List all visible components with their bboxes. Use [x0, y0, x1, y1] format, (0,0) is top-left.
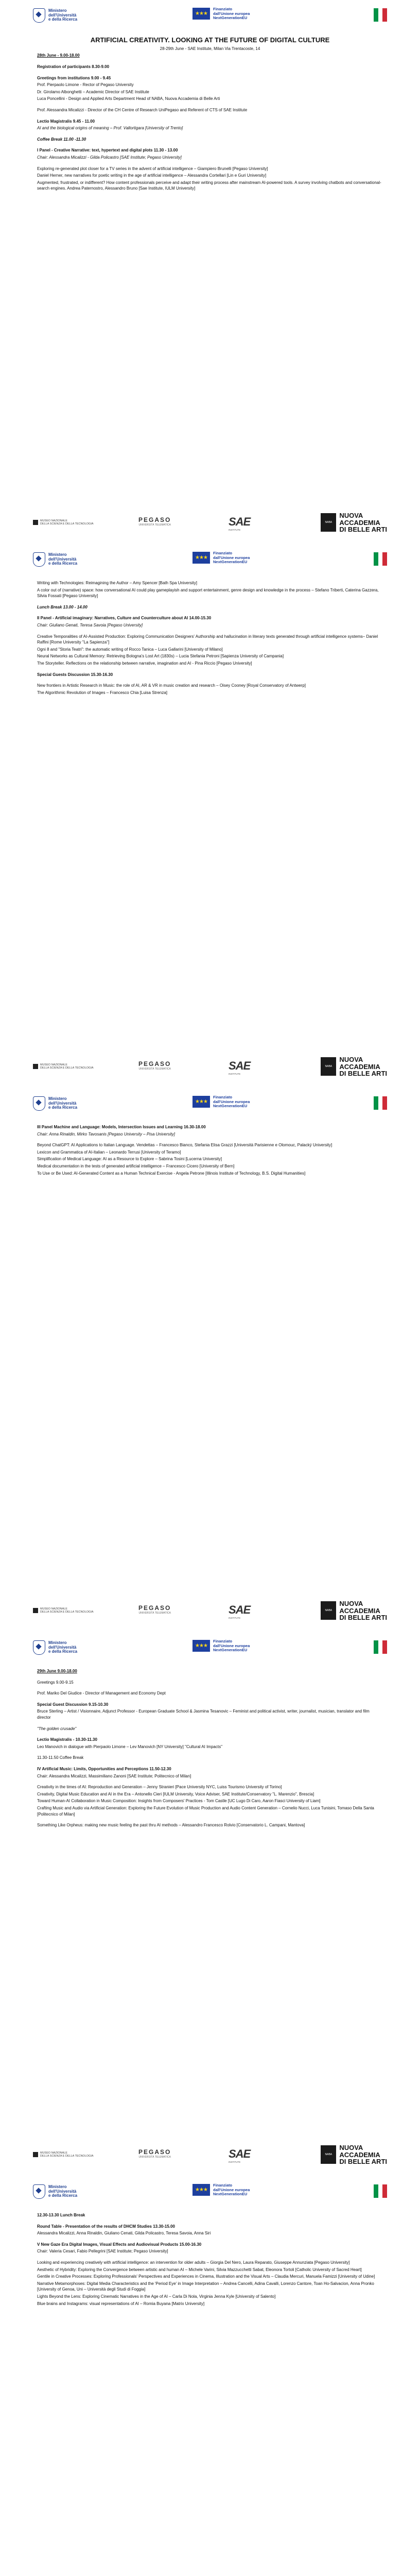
special-guest-2-text: Bruce Sterling – Artist / Visionnaire, Adjunct Professor - European Graduate School & Jasmina Tesanovic – Feminist and political activist, writer, journalist, musician, translator and film director [37, 1709, 370, 1720]
eu-line-1: Finanziato [213, 2183, 233, 2188]
greetings-heading: Greetings from institutions 9.00 - 9.45 [37, 75, 111, 80]
talk-item: Creativity in the times of AI: Reproduction and Generation – Jenny Stranieri [Pace University NYC, Luiss Tourismo University of Torino] [37, 1785, 282, 1790]
day-1-heading: 28th June - 9.00-18.00 [37, 53, 80, 58]
page-header [33, 2183, 387, 2202]
talk-item: Toward Human-AI Collaboration in Music Composition: Insights from Composers' Practices - Tom Castle [UC Lugo Di Caro, Aaron Fiasci University of Liam] [37, 1799, 321, 1804]
panel-1-heading: I Panel - Creative Narrative: text, hypertext and digital plots 11.30 - 13.00 [37, 148, 178, 153]
talk-item: Ogni 8 and "Storia Teatri": the automatic writing of Rocco Tanica – Luca Gallarini [University of Milano] [37, 647, 223, 652]
museum-line-1: MUSEO NAZIONALE [40, 1063, 67, 1066]
pegaso-name: PEGASO [138, 2148, 171, 2156]
eu-line-2: dall'Unione europea [213, 2187, 250, 2192]
talk-item: Daniel Herner, new narratives for poetic writing in the age of artificial intelligence – Alessandra Cortellari [Lin e Guri University] [37, 173, 267, 178]
page-3 [0, 1088, 420, 1632]
page-4-content [37, 1668, 383, 1829]
republic-emblem-icon [33, 8, 45, 23]
ministry-line-2: dell'Università [48, 12, 77, 18]
talk-item: Neural Networks as Cultural Memory: Retrieving Bologna's Lost Art (1830s) – Lucia Stefania Petroni [Sapienza University of Campania] [37, 654, 284, 659]
registration: Registration of participants 8.30-9.00 [37, 64, 110, 70]
sae-logo [229, 515, 250, 531]
coffee-break-2: 11.30-11.50 Coffee Break [37, 1755, 84, 1760]
lectio-2-heading: Lectio Magistralis - 10.30-11.30 [37, 1737, 97, 1742]
greeting-item: Prof. Alessandra Micalizzi - Director of the CH Centre of Research UniPegaso and Referent of CTS of SAE Institute [37, 108, 248, 113]
sae-name: SAE [229, 2147, 251, 2160]
talk-item: Simplification of Medical Language: AI as a Resource to Explore – Sabrina Tosini [Lucerna University] [37, 1157, 222, 1162]
panel-3-chair: Chair: Anna Rinaldin, Mirko Tavosanis [Pegaso University – Pisa University] [37, 1131, 175, 1137]
sae-logo [229, 2147, 250, 2163]
page-footer [33, 1598, 387, 1621]
page-2-content [37, 580, 383, 697]
museum-line-1: MUSEO NAZIONALE [40, 2151, 67, 2155]
eu-line-2: dall'Unione europea [213, 1099, 250, 1104]
special-guest-2-heading: Special Guest Discussion 9.15-10.30 [37, 1702, 109, 1707]
naba-logo [321, 2144, 387, 2165]
ministry-line-3: e della Ricerca [48, 561, 78, 566]
naba-line-1: NUOVA [339, 1600, 363, 1607]
greeting-item: Prof. Mariko Del Giudice - Director of Management and Economy Dept [37, 1691, 166, 1696]
lectio-2-text: Leo Manovich in dialogue with Pierpaolo Limone – Lev Manovich [NY University] "Cultural AI Impacts" [37, 1744, 222, 1749]
museum-line-1: MUSEO NAZIONALE [40, 1607, 67, 1611]
coffee-break-1: Coffee Break 11.00 -11.30 [37, 137, 86, 142]
sae-tag: INSTITUTE [229, 2161, 241, 2163]
talk-item: Aesthetic of Hybridity: Exploring the Convergence between artistic and human AI – Michele Varini, Silvia Mazzucchetti Sabat, Eleonora Tortoli [Catholic University of Sacred Heart] [37, 2267, 362, 2272]
italian-flag-icon [374, 1640, 387, 1654]
ministry-logo [33, 2184, 77, 2199]
talk-item: New frontiers in Artistic Research in Music: the role of AI, AR & VR in music creation and research – Oisey Cooney [Royal Conservatory of Antwerp] [37, 683, 306, 688]
naba-line-2: ACCADEMIA [339, 1062, 380, 1071]
page-1-content [37, 36, 383, 193]
museum-logo [33, 2151, 94, 2158]
eu-line-3: NextGenerationEU [213, 2192, 248, 2197]
museum-line-2: DELLA SCIENZA E DELLA TECNOLOGIA [40, 522, 94, 526]
eu-flag-icon: ★★★ [192, 552, 210, 564]
italian-flag-icon [374, 2184, 387, 2198]
ministry-line-2: dell'Università [48, 1100, 77, 1106]
ministry-line-2: dell'Università [48, 1645, 77, 1650]
naba-box: NABA [321, 1057, 336, 1076]
panel-2-heading: II Panel - Artificial imaginary: Narratives, Culture and Counterculture about AI 14.00-15.30 [37, 616, 212, 621]
special-guests-1-heading: Special Guests Discussion 15.30-16.30 [37, 672, 113, 677]
eu-logo [192, 551, 250, 565]
talk-item: Writing with Technologies: Reimagining the Author – Amy Spencer [Bath Spa University] [37, 581, 197, 585]
page-header [33, 551, 387, 570]
naba-line-3: DI BELLE ARTI [339, 1614, 387, 1622]
naba-logo [321, 1056, 387, 1077]
naba-line-3: DI BELLE ARTI [339, 1070, 387, 1078]
panel-5-heading: V New Gaze Era Digital Images, Visual Effects and Audiovisual Products 15.00-16.30 [37, 2242, 202, 2247]
eu-line-2: dall'Unione europea [213, 555, 250, 560]
eu-line-1: Finanziato [213, 1095, 233, 1099]
ministry-logo [33, 1640, 77, 1655]
page-header [33, 7, 387, 26]
page-footer [33, 2142, 387, 2165]
eu-line-3: NextGenerationEU [213, 1104, 248, 1109]
sae-name: SAE [229, 1603, 251, 1616]
page-5 [0, 2176, 420, 2576]
pegaso-tag: UNIVERSITÀ TELEMATICA [138, 523, 171, 527]
ministry-line-3: e della Ricerca [48, 17, 78, 22]
museum-logo [33, 519, 94, 526]
italian-flag-icon [374, 1096, 387, 1110]
naba-line-3: DI BELLE ARTI [339, 526, 387, 534]
talk-item: Narrative Metamorphoses: Digital Media Characteristics and the 'Period Eye' in Image Interpretation – Andrea Cancelli, Adina Cavalli, Lorenzo Cantore, Toan Ho-Salvacion, Anna Pronko [University of Genoa, Uni – Università degli Studi di Foggia] [37, 2281, 374, 2292]
eu-flag-icon: ★★★ [192, 8, 210, 20]
lunch-break-1: Lunch Break 13.00 - 14.00 [37, 604, 87, 609]
eu-line-2: dall'Unione europea [213, 1643, 250, 1648]
eu-logo [192, 1095, 250, 1109]
eu-logo [192, 1639, 250, 1653]
eu-line-3: NextGenerationEU [213, 1648, 248, 1653]
page-4 [0, 1632, 420, 2176]
lectio-1-text: AI and the biological origins of meaning – Prof. Vallortigara [University of Trento] [37, 126, 183, 131]
ministry-line-1: Ministero [48, 8, 67, 13]
greeting-item: Dr. Girolamo Albonghetti – Academic Director of SAE Institute [37, 89, 149, 94]
sae-tag: INSTITUTE [229, 529, 241, 531]
republic-emblem-icon [33, 2184, 45, 2199]
document-title: ARTIFICIAL CREATIVITY. LOOKING AT THE FUTURE OF DIGITAL CULTURE [90, 36, 330, 44]
republic-emblem-icon [33, 1096, 45, 1111]
naba-logo [321, 512, 387, 533]
eu-line-1: Finanziato [213, 551, 233, 555]
naba-logo [321, 1600, 387, 1621]
page-5-content [37, 2212, 383, 2308]
italian-flag-icon [374, 552, 387, 566]
museum-line-2: DELLA SCIENZA E DELLA TECNOLOGIA [40, 1611, 94, 1614]
talk-item: Beyond ChatGPT: AI Applications to Italian Language. Vendettas – Francesco Bianco, Stefania Elisa Grazzi [Università Parisienne e Olomouc, Palacký University] [37, 1143, 332, 1148]
naba-line-1: NUOVA [339, 2144, 363, 2151]
page-2 [0, 544, 420, 1088]
pegaso-logo [138, 1060, 171, 1071]
pegaso-name: PEGASO [138, 1060, 171, 1067]
panel-1-chair: Chair: Alessandra Micalizzi - Gilda Policastro [SAE Institute; Pegaso University] [37, 155, 182, 160]
eu-flag-icon: ★★★ [192, 1096, 210, 1108]
talk-item: The Storyteller. Reflections on the relationship between narrative, imagination and AI - Pina Riccio [Pegaso University] [37, 660, 252, 666]
eu-line-1: Finanziato [213, 7, 233, 11]
panel-4-chair: Chair: Alessandra Micalizzi, Massimiliano Zanoni [SAE Institute; Politecnico of Milan] [37, 1773, 191, 1778]
museum-line-2: DELLA SCIENZA E DELLA TECNOLOGIA [40, 2155, 94, 2158]
naba-line-2: ACCADEMIA [339, 518, 380, 527]
naba-line-2: ACCADEMIA [339, 2150, 380, 2159]
naba-line-2: ACCADEMIA [339, 1606, 380, 1615]
naba-line-1: NUOVA [339, 1056, 363, 1063]
ministry-line-1: Ministero [48, 552, 67, 557]
republic-emblem-icon [33, 1640, 45, 1655]
sae-name: SAE [229, 1059, 251, 1072]
ministry-line-3: e della Ricerca [48, 2193, 78, 2198]
ministry-line-1: Ministero [48, 1640, 67, 1645]
round-table-heading: Round Table - Presentation of the results of DHCM Studies 13.30-15.00 [37, 2224, 175, 2229]
eu-line-2: dall'Unione europea [213, 11, 250, 16]
ministry-logo [33, 8, 77, 23]
pegaso-logo [138, 516, 171, 527]
talk-item: Lights Beyond the Lens: Exploring Cinematic Narratives in the Age of AI – Carla Di Nola, Virginia Jenna Kyle [University of Salento] [37, 2294, 276, 2299]
talk-item: Creative Temporalities of AI-Assisted Production: Exploring Communication Designers' Authorship and hallucination in literary texts generated through artificial intelligence systems– Daniel Raffini [Rome University "La Sapienza"] [37, 634, 378, 645]
ministry-line-3: e della Ricerca [48, 1649, 78, 1654]
lunch-break-2: 12.30-13.30 Lunch Break [37, 2213, 85, 2217]
panel-2-chair: Chair: Giuliano Genati, Teresa Savoia [Pegaso University] [37, 622, 143, 628]
talk-item: Medical documentation in the tests of generated artificial intelligence – Francesco Cicero [University of Bern] [37, 1163, 235, 1168]
talk-item: Exploring re-generated plot closer for a TV series in the advent of artificial intelligence – Giampiero Brunelli [Pegaso University] [37, 166, 268, 171]
republic-emblem-icon [33, 552, 45, 567]
ministry-logo [33, 552, 77, 567]
panel-4-heading: IV Artificial Music: Limits, Opportunities and Perceptions 11.50-12.30 [37, 1766, 171, 1771]
talk-item: The Algorithmic Revolution of Images – Francesco Chia [Luisa Strenza] [37, 690, 168, 695]
pegaso-tag: UNIVERSITÀ TELEMATICA [138, 1612, 171, 1615]
museum-line-1: MUSEO NAZIONALE [40, 519, 67, 522]
eu-flag-icon: ★★★ [192, 2184, 210, 2196]
ministry-line-3: e della Ricerca [48, 1105, 78, 1110]
page-footer [33, 1054, 387, 1077]
pegaso-logo [138, 2148, 171, 2159]
talk-item: Creativity, Digital Music Education and AI in the Era – Antonello Cieri [IULM University, Voice Adviser, SAE Institute/Conservatory "L. Marenzio", Brescia] [37, 1791, 314, 1797]
talk-item: Lexicon and Grammatica of AI-Italian – Leonardo Terrusi [University of Teramo] [37, 1149, 181, 1155]
document-subtitle: 28-29th June - SAE Institute, Milan Via Trentacoste, 14 [160, 46, 260, 51]
naba-box: NABA [321, 513, 336, 532]
panel-3-heading: III Panel Machine and Language: Models, Intersection Issues and Learning 16.30-18.00 [37, 1125, 206, 1129]
pegaso-name: PEGASO [138, 516, 171, 523]
ministry-line-2: dell'Università [48, 2189, 77, 2194]
pegaso-tag: UNIVERSITÀ TELEMATICA [138, 2156, 171, 2159]
pegaso-logo [138, 1604, 171, 1615]
sae-logo [229, 1059, 250, 1075]
talk-item: Looking and experiencing creatively with artificial intelligence: an intervention for older adults – Giorgia Del Nero, Laura Reparato, Giuseppe Annunziata [Pegaso University] [37, 2260, 350, 2265]
talk-item: To Use or Be Used: AI-Generated Content as a Human Technical Exercise - Angela Petrone [Illinois Institute of Technology, B.S. Digital Humanities] [37, 1171, 306, 1176]
naba-box: NABA [321, 2145, 336, 2164]
talk-item: Crafting Music and Audio via Artificial Generation: Exploring the Future Evolution of Music Production and Audio Content Generation – Cornelio Nucci, Luca Tunisini, Tomaso Della Santa [Politecnico of Milan] [37, 1805, 374, 1817]
naba-line-3: DI BELLE ARTI [339, 2158, 387, 2166]
pegaso-name: PEGASO [138, 1604, 171, 1612]
page-3-content [37, 1124, 383, 1177]
talk-item: Blue brains and Instagrams: visual representations of AI – Romia Buyana [Matrix University] [37, 2301, 205, 2306]
eu-logo [192, 7, 250, 21]
eu-line-3: NextGenerationEU [213, 560, 248, 565]
greeting-item: Luca Poncellini - Design and Applied Arts Department Head of NABA, Nuova Accademia di Belle Arti [37, 96, 220, 101]
sae-tag: INSTITUTE [229, 1617, 241, 1619]
sae-name: SAE [229, 515, 251, 528]
eu-flag-icon: ★★★ [192, 1640, 210, 1652]
talk-item: Gentile in Creative Processes: Exploring Professionals' Perspectives and Experiences in Cinema, Illustration and the Visual Arts – Claudia Mercuri, Manuela Famizzi [University of Udine] [37, 2274, 375, 2279]
special-guest-2-quote: "The golden crusade" [37, 1726, 77, 1731]
ministry-line-2: dell'Università [48, 556, 77, 562]
page-footer [33, 510, 387, 533]
page-header [33, 1639, 387, 1658]
greetings-day-2-heading: Greetings 9.00-9.15 [37, 1680, 74, 1685]
talk-item: Something Like Orpheus: making new music feeling the past thru AI methods – Alessandro Francesco Rolvio [Conservatorio L. Campani, Mantova] [37, 1823, 305, 1828]
round-table-participants: Alessandra Micalizzi, Anna Rinaldin, Giuliano Cenati, Gilda Policastro, Teresa Savoia, Anna Siri [37, 2231, 211, 2236]
eu-logo [192, 2183, 250, 2197]
sae-tag: INSTITUTE [229, 1073, 241, 1075]
day-2-heading: 29th June 9.00-18.00 [37, 1669, 77, 1673]
pegaso-tag: UNIVERSITÀ TELEMATICA [138, 1067, 171, 1071]
ministry-logo [33, 1096, 77, 1111]
page-header [33, 1095, 387, 1114]
eu-line-3: NextGenerationEU [213, 15, 248, 21]
italian-flag-icon [374, 8, 387, 22]
museum-logo [33, 1063, 94, 1070]
museum-line-2: DELLA SCIENZA E DELLA TECNOLOGIA [40, 1066, 94, 1070]
naba-line-1: NUOVA [339, 512, 363, 519]
greeting-item: Prof. Pierpaolo Limone - Rector of Pegaso University [37, 82, 134, 88]
ministry-line-1: Ministero [48, 2184, 67, 2189]
page-1 [0, 0, 420, 544]
eu-line-1: Finanziato [213, 1639, 233, 1643]
lectio-1-heading: Lectio Magistralis 9.45 - 11.00 [37, 118, 95, 124]
talk-item: Augmented, frustrated, or indifferent? How content professionals perceive and adapt their writing process after mainstream AI-powered tools. A survey involving chatbots and conversational-search engines. Andrea Paternostro, Alessandro Bruno [Sae Institute, IULM University] [37, 180, 381, 191]
museum-logo [33, 1607, 94, 1614]
talk-item: A color out of (narrative) space: how conversational AI could play gameplayish and support entertainment, genre design and knowledge in the process – Stefano Triberti, Caterina Gazzera, Silvia Fossati [Pegaso University] [37, 587, 379, 599]
naba-box: NABA [321, 1601, 336, 1620]
ministry-line-1: Ministero [48, 1096, 67, 1101]
sae-logo [229, 1603, 250, 1619]
panel-5-chair: Chair: Valeria Cesari, Fabio Pellegrini [SAE Institute; Pegaso University] [37, 2249, 168, 2254]
